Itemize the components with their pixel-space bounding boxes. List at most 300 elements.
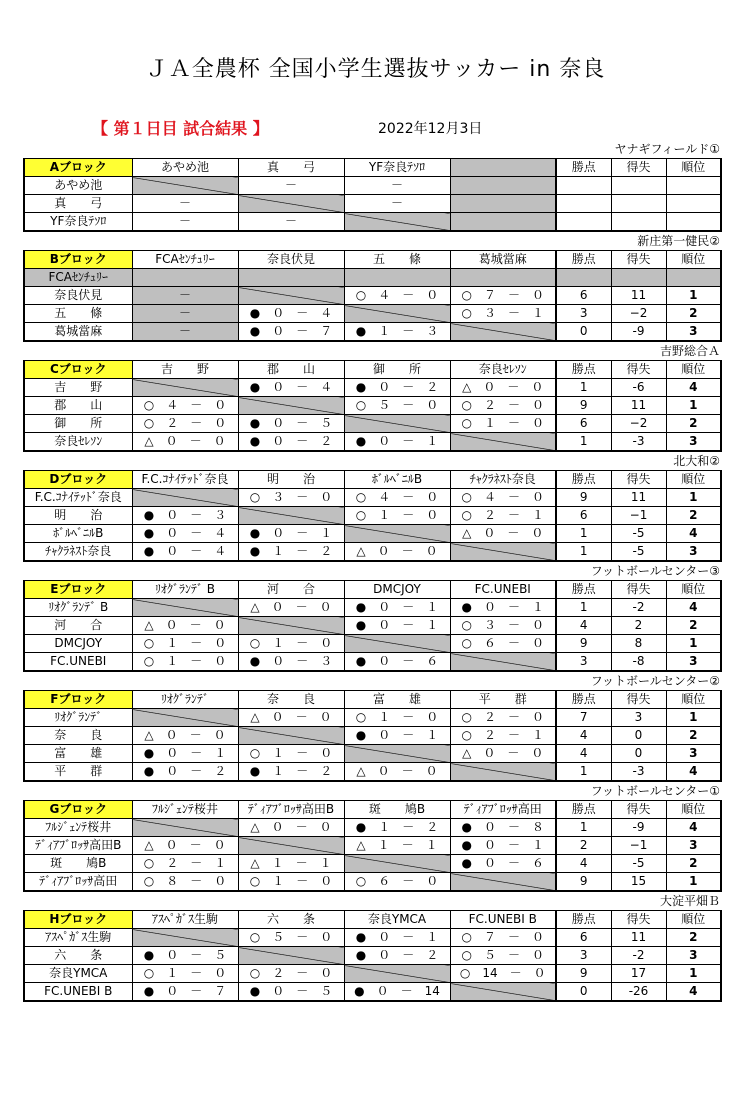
team-row <box>24 599 721 617</box>
points-cell: 9 <box>556 635 611 653</box>
points-cell: 3 <box>556 653 611 672</box>
team-row <box>24 489 721 507</box>
rank-cell: 1 <box>666 965 721 983</box>
team-name: ﾃﾞｨｱﾌﾞﾛｯｻ高田 <box>24 873 132 892</box>
result-cell: △ １ － １ <box>238 855 344 873</box>
result-cell: ● ０ － ７ <box>238 323 344 342</box>
stat-header: 得失 <box>611 361 666 379</box>
stat-header: 順位 <box>666 581 721 599</box>
self-match-cell <box>238 397 344 415</box>
result-cell: ○ ２ － ０ <box>132 415 238 433</box>
stat-header: 得失 <box>611 159 666 177</box>
result-cell: △ ０ － ０ <box>450 745 556 763</box>
block-label: Gブロック <box>24 801 132 819</box>
points-cell: 3 <box>556 305 611 323</box>
stat-header: 順位 <box>666 911 721 929</box>
header-row <box>24 581 721 599</box>
venue-label: 新庄第一健民② <box>637 234 720 248</box>
goal-diff-cell: -5 <box>611 525 666 543</box>
result-cell: － <box>238 213 344 232</box>
result-cell: ○ ４ － ０ <box>344 489 450 507</box>
stat-header: 得失 <box>611 911 666 929</box>
team-row <box>24 965 721 983</box>
self-match-cell <box>238 195 344 213</box>
self-match-cell <box>344 745 450 763</box>
team-row <box>24 305 721 323</box>
stat-header: 勝点 <box>556 471 611 489</box>
goal-diff-cell: 11 <box>611 929 666 947</box>
team-header: 明 治 <box>238 471 344 489</box>
stat-header: 得失 <box>611 691 666 709</box>
team-header: ﾃﾞｨｱﾌﾞﾛｯｻ高田B <box>238 801 344 819</box>
venue-label: 吉野総合Ａ <box>659 344 720 358</box>
self-match-cell <box>132 379 238 397</box>
rank-cell <box>666 213 721 232</box>
self-match-cell <box>132 709 238 727</box>
team-header: 六 条 <box>238 911 344 929</box>
result-cell: ○ ２ － ０ <box>238 965 344 983</box>
block-label: Hブロック <box>24 911 132 929</box>
team-row <box>24 763 721 782</box>
rank-cell: 1 <box>666 873 721 892</box>
points-cell: 1 <box>556 525 611 543</box>
result-cell: ● １ － ２ <box>238 763 344 782</box>
goal-diff-cell: −1 <box>611 507 666 525</box>
team-header: 斑 鳩B <box>344 801 450 819</box>
result-cell: ○ ７ － ０ <box>450 929 556 947</box>
points-cell: 9 <box>556 489 611 507</box>
team-name: 葛城當麻 <box>24 323 132 342</box>
rank-cell: 2 <box>666 507 721 525</box>
rank-cell: 2 <box>666 855 721 873</box>
result-cell: ● ０ － ５ <box>238 415 344 433</box>
result-cell: ○ ５ － ０ <box>450 947 556 965</box>
stat-header: 勝点 <box>556 159 611 177</box>
rank-cell: 1 <box>666 287 721 305</box>
result-cell: ● ０ － ２ <box>344 947 450 965</box>
stat-header: 勝点 <box>556 251 611 269</box>
goal-diff-cell: 0 <box>611 745 666 763</box>
rank-cell: 3 <box>666 837 721 855</box>
goal-diff-cell: 11 <box>611 287 666 305</box>
team-name: 明 治 <box>24 507 132 525</box>
goal-diff-cell: 11 <box>611 397 666 415</box>
header-row <box>24 691 721 709</box>
self-match-cell <box>238 287 344 305</box>
team-name: DMCJOY <box>24 635 132 653</box>
rank-cell: 4 <box>666 379 721 397</box>
team-name: あやめ池 <box>24 177 132 195</box>
self-match-cell <box>450 653 556 672</box>
team-header: F.C.ｺﾅｲﾃｯﾄﾞ奈良 <box>132 471 238 489</box>
team-name: ﾘｵｸﾞﾗﾝﾃﾞ B <box>24 599 132 617</box>
points-cell: 1 <box>556 543 611 562</box>
result-cell: ● ０ － １ <box>450 599 556 617</box>
venue-label: フットボールセンター① <box>590 784 720 798</box>
goal-diff-cell: -2 <box>611 947 666 965</box>
result-cell: － <box>132 287 238 305</box>
block-label: Aブロック <box>24 159 132 177</box>
self-match-cell <box>450 873 556 892</box>
result-cell: ○ ２ － １ <box>132 855 238 873</box>
team-header: ﾘｵｸﾞﾗﾝﾃﾞ <box>132 691 238 709</box>
rank-cell: 2 <box>666 305 721 323</box>
rank-cell: 4 <box>666 525 721 543</box>
self-match-cell <box>344 525 450 543</box>
team-header: ﾃﾞｨｱﾌﾞﾛｯｻ高田 <box>450 801 556 819</box>
self-match-cell <box>450 983 556 1002</box>
block-label: Bブロック <box>24 251 132 269</box>
result-cell: ● ０ － 14 <box>344 983 450 1002</box>
result-cell: ○ ７ － ０ <box>450 287 556 305</box>
gray-row <box>24 269 721 287</box>
result-cell: ○ ３ － １ <box>450 305 556 323</box>
team-row <box>24 745 721 763</box>
team-name: ﾌﾙｼﾞｪﾝﾃ桜井 <box>24 819 132 837</box>
result-cell: ● ０ － ７ <box>132 983 238 1002</box>
rank-cell <box>666 195 721 213</box>
stat-header: 得失 <box>611 801 666 819</box>
team-name: 五 條 <box>24 305 132 323</box>
team-name: FC.UNEBI <box>24 653 132 672</box>
team-row <box>24 727 721 745</box>
self-match-cell <box>238 727 344 745</box>
stat-header: 順位 <box>666 361 721 379</box>
team-header: 五 條 <box>344 251 450 269</box>
block-label: Fブロック <box>24 691 132 709</box>
team-header: 平 群 <box>450 691 556 709</box>
stat-header: 勝点 <box>556 691 611 709</box>
self-match-cell <box>132 819 238 837</box>
result-cell: － <box>132 213 238 232</box>
block-table <box>23 800 722 892</box>
team-name: F.C.ｺﾅｲﾃｯﾄﾞ奈良 <box>24 489 132 507</box>
team-row <box>24 177 721 195</box>
result-cell: － <box>132 323 238 342</box>
venue-label: フットボールセンター② <box>590 674 720 688</box>
points-cell: 4 <box>556 855 611 873</box>
self-match-cell <box>450 543 556 562</box>
empty-cell <box>344 269 450 287</box>
results-subtitle: 【 第１日目 試合結果 】 <box>92 119 269 138</box>
result-cell: △ １ － １ <box>344 837 450 855</box>
rank-cell: 3 <box>666 653 721 672</box>
result-cell: ● ０ － ２ <box>238 433 344 452</box>
self-match-cell <box>238 617 344 635</box>
block-table <box>23 470 722 562</box>
result-cell: △ ０ － ０ <box>132 433 238 452</box>
goal-diff-cell: 17 <box>611 965 666 983</box>
self-match-cell <box>238 837 344 855</box>
stat-header: 順位 <box>666 159 721 177</box>
goal-diff-cell: −1 <box>611 837 666 855</box>
result-cell: ○ ４ － ０ <box>132 397 238 415</box>
self-match-cell <box>238 507 344 525</box>
points-cell: 7 <box>556 709 611 727</box>
goal-diff-cell: −2 <box>611 305 666 323</box>
result-cell: ● ０ － ４ <box>132 543 238 562</box>
empty-cell <box>556 269 611 287</box>
team-header: FCAｾﾝﾁｭﾘｰ <box>132 251 238 269</box>
header-row <box>24 471 721 489</box>
result-cell: ○ ４ － ０ <box>450 489 556 507</box>
result-cell: ○ ３ － ０ <box>238 489 344 507</box>
points-cell: 9 <box>556 397 611 415</box>
result-cell: ● ０ － １ <box>344 727 450 745</box>
goal-diff-cell: -5 <box>611 543 666 562</box>
empty-cell <box>238 269 344 287</box>
rank-cell: 4 <box>666 763 721 782</box>
team-header: あやめ池 <box>132 159 238 177</box>
team-name: 御 所 <box>24 415 132 433</box>
team-row <box>24 287 721 305</box>
goal-diff-cell: -3 <box>611 763 666 782</box>
result-cell: ● ０ － １ <box>450 837 556 855</box>
result-cell: ● ０ － ６ <box>450 855 556 873</box>
result-cell: － <box>344 177 450 195</box>
result-cell: ○ １ － ０ <box>344 709 450 727</box>
team-row <box>24 635 721 653</box>
team-header: 河 合 <box>238 581 344 599</box>
self-match-cell <box>450 433 556 452</box>
team-row <box>24 525 721 543</box>
team-header: 富 雄 <box>344 691 450 709</box>
team-header: 奈 良 <box>238 691 344 709</box>
stat-header: 勝点 <box>556 801 611 819</box>
rank-cell: 3 <box>666 543 721 562</box>
team-header: YF奈良ﾃｿﾛ <box>344 159 450 177</box>
goal-diff-cell: 3 <box>611 709 666 727</box>
points-cell: 1 <box>556 379 611 397</box>
team-row <box>24 709 721 727</box>
result-cell: ○ ２ － ０ <box>450 397 556 415</box>
venue-label: ヤナギフィールド① <box>614 142 720 156</box>
rank-cell: 4 <box>666 983 721 1002</box>
result-cell: ● ０ － ６ <box>344 653 450 672</box>
team-row <box>24 617 721 635</box>
rank-cell: 1 <box>666 489 721 507</box>
team-header: 御 所 <box>344 361 450 379</box>
team-name: 斑 鳩B <box>24 855 132 873</box>
points-cell: 6 <box>556 415 611 433</box>
points-cell: 6 <box>556 507 611 525</box>
team-row <box>24 819 721 837</box>
empty-cell <box>611 269 666 287</box>
goal-diff-cell: 15 <box>611 873 666 892</box>
goal-diff-cell: -2 <box>611 599 666 617</box>
team-name: FC.UNEBI B <box>24 983 132 1002</box>
points-cell: 9 <box>556 873 611 892</box>
result-cell: ● ０ － １ <box>132 745 238 763</box>
team-name: 河 合 <box>24 617 132 635</box>
team-row <box>24 929 721 947</box>
team-name: ﾘｵｸﾞﾗﾝﾃﾞ <box>24 709 132 727</box>
goal-diff-cell: 0 <box>611 727 666 745</box>
team-row <box>24 397 721 415</box>
stat-header: 勝点 <box>556 581 611 599</box>
team-row <box>24 507 721 525</box>
self-match-cell <box>450 763 556 782</box>
self-match-cell <box>132 929 238 947</box>
result-cell: △ ０ － ０ <box>132 837 238 855</box>
block-table <box>23 580 722 672</box>
header-row <box>24 801 721 819</box>
goal-diff-cell: 11 <box>611 489 666 507</box>
rank-cell: 4 <box>666 819 721 837</box>
team-row <box>24 433 721 452</box>
goal-diff-cell: -26 <box>611 983 666 1002</box>
points-cell: 4 <box>556 727 611 745</box>
result-cell: ● ０ － ２ <box>132 763 238 782</box>
team-name: 平 群 <box>24 763 132 782</box>
result-cell: － <box>132 305 238 323</box>
result-cell: ○ 14 － ０ <box>450 965 556 983</box>
result-cell: ● ０ － ２ <box>344 379 450 397</box>
block-label: Dブロック <box>24 471 132 489</box>
goal-diff-cell: -9 <box>611 819 666 837</box>
result-cell: △ ０ － ０ <box>238 599 344 617</box>
team-header: DMCJOY <box>344 581 450 599</box>
points-cell: 1 <box>556 819 611 837</box>
result-cell: ● ０ － ８ <box>450 819 556 837</box>
venue-label: 北大和② <box>673 454 720 468</box>
self-match-cell <box>450 323 556 342</box>
goal-diff-cell: -3 <box>611 433 666 452</box>
stat-header: 得失 <box>611 251 666 269</box>
result-cell: ○ ６ － ０ <box>344 873 450 892</box>
self-match-cell <box>344 415 450 433</box>
team-name: ﾁｬｸﾗﾈｽﾄ奈良 <box>24 543 132 562</box>
team-name: ﾃﾞｨｱﾌﾞﾛｯｻ高田B <box>24 837 132 855</box>
points-cell: 0 <box>556 983 611 1002</box>
blocks-container <box>23 140 720 1002</box>
team-row <box>24 543 721 562</box>
page-title: ＪＡ全農杯 全国小学生選抜サッカー in 奈良 <box>145 57 606 82</box>
team-row <box>24 947 721 965</box>
points-cell: 4 <box>556 745 611 763</box>
team-row <box>24 855 721 873</box>
result-cell: ○ ２ － ０ <box>450 709 556 727</box>
rank-cell: 1 <box>666 635 721 653</box>
team-name: ｱｽﾍﾟｶﾞｽ生駒 <box>24 929 132 947</box>
rank-cell: 3 <box>666 745 721 763</box>
points-cell <box>556 177 611 195</box>
result-cell: ● ０ － １ <box>344 433 450 452</box>
team-header: ｱｽﾍﾟｶﾞｽ生駒 <box>132 911 238 929</box>
empty-cell <box>450 213 556 232</box>
team-name: 真 弓 <box>24 195 132 213</box>
self-match-cell <box>344 305 450 323</box>
points-cell: 1 <box>556 433 611 452</box>
result-cell: ○ １ － ０ <box>132 653 238 672</box>
block-label: Cブロック <box>24 361 132 379</box>
team-row <box>24 195 721 213</box>
rank-cell: 2 <box>666 617 721 635</box>
result-cell: ● ０ － ４ <box>238 305 344 323</box>
empty-cell <box>450 195 556 213</box>
team-name: FCAｾﾝﾁｭﾘｰ <box>24 269 132 287</box>
points-cell: 6 <box>556 287 611 305</box>
team-row <box>24 323 721 342</box>
header-row <box>24 911 721 929</box>
empty-cell <box>450 177 556 195</box>
result-cell: ● ０ － ５ <box>238 983 344 1002</box>
block-table <box>23 158 722 232</box>
self-match-cell <box>344 855 450 873</box>
result-cell: ● ０ － ３ <box>238 653 344 672</box>
result-cell: ○ ６ － ０ <box>450 635 556 653</box>
result-cell: △ ０ － ０ <box>238 709 344 727</box>
result-cell: ● ０ － １ <box>344 599 450 617</box>
venue-label: フットボールセンター③ <box>590 564 720 578</box>
result-cell: － <box>132 195 238 213</box>
rank-cell: 3 <box>666 947 721 965</box>
rank-cell <box>666 177 721 195</box>
self-match-cell <box>344 635 450 653</box>
result-cell: － <box>344 195 450 213</box>
team-name: 郡 山 <box>24 397 132 415</box>
team-header <box>450 159 556 177</box>
team-header: 奈良伏見 <box>238 251 344 269</box>
team-header: 葛城當麻 <box>450 251 556 269</box>
team-header: ﾁｬｸﾗﾈｽﾄ奈良 <box>450 471 556 489</box>
team-header: ﾎﾞﾙﾍﾞﾆﾙB <box>344 471 450 489</box>
team-row <box>24 837 721 855</box>
stat-header: 順位 <box>666 801 721 819</box>
team-name: 吉 野 <box>24 379 132 397</box>
result-cell: △ ０ － ０ <box>132 617 238 635</box>
goal-diff-cell <box>611 177 666 195</box>
stat-header: 得失 <box>611 471 666 489</box>
result-cell: ○ １ － ０ <box>132 635 238 653</box>
rank-cell: 2 <box>666 929 721 947</box>
team-name: ﾎﾞﾙﾍﾞﾆﾙB <box>24 525 132 543</box>
team-header: 奈良ｾﾚｿﾝ <box>450 361 556 379</box>
stat-header: 勝点 <box>556 361 611 379</box>
result-cell: ● ０ － ５ <box>132 947 238 965</box>
team-name: 奈良ｾﾚｿﾝ <box>24 433 132 452</box>
goal-diff-cell: 8 <box>611 635 666 653</box>
team-row <box>24 213 721 232</box>
points-cell: 9 <box>556 965 611 983</box>
points-cell: 2 <box>556 837 611 855</box>
result-cell: △ ０ － ０ <box>450 525 556 543</box>
result-cell: △ ０ － ０ <box>132 727 238 745</box>
team-header: FC.UNEBI <box>450 581 556 599</box>
rank-cell: 2 <box>666 727 721 745</box>
result-cell: ○ ８ － ０ <box>132 873 238 892</box>
result-cell: ● １ － ３ <box>344 323 450 342</box>
team-name: 奈 良 <box>24 727 132 745</box>
stat-header: 順位 <box>666 691 721 709</box>
result-cell: ○ ５ － ０ <box>344 397 450 415</box>
block-table <box>23 250 722 342</box>
result-cell: ○ １ － ０ <box>344 507 450 525</box>
result-cell: ● ０ － ４ <box>132 525 238 543</box>
points-cell: 3 <box>556 947 611 965</box>
empty-cell <box>666 269 721 287</box>
goal-diff-cell <box>611 213 666 232</box>
goal-diff-cell: -9 <box>611 323 666 342</box>
team-name: YF奈良ﾃｿﾛ <box>24 213 132 232</box>
team-row <box>24 379 721 397</box>
team-header: 郡 山 <box>238 361 344 379</box>
result-cell: △ ０ － ０ <box>344 763 450 782</box>
result-cell: ○ ２ － １ <box>450 507 556 525</box>
empty-cell <box>132 269 238 287</box>
stat-header: 順位 <box>666 471 721 489</box>
team-row <box>24 873 721 892</box>
